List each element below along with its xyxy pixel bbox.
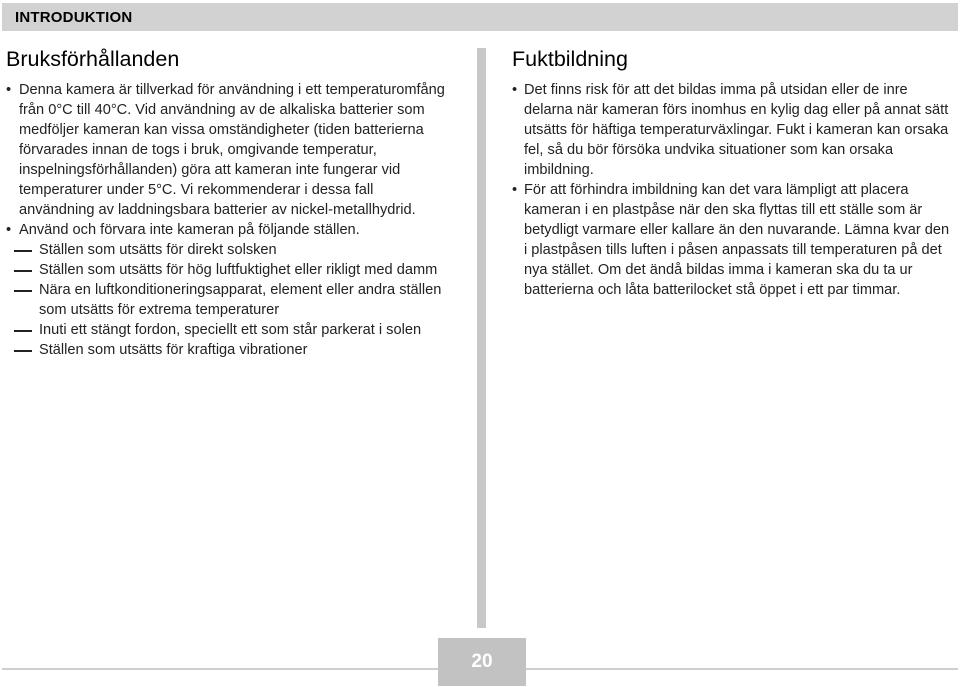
section-header-label: INTRODUKTION	[15, 9, 133, 26]
page-number-box	[438, 638, 526, 686]
left-column	[4, 46, 446, 360]
dash-item: Ställen som utsätts för hög luftfuktighet eller rikligt med damm	[4, 260, 446, 280]
bullet-item: • Denna kamera är tillverkad för användning i ett temperaturomfång från 0°C till 40°C. Vid användning av de alkaliska batterier som medföljer kameran kan vissa omständigheter (tiden batterierna förvarades innan de togs i bruk, omgivande temperatur, inspelningsförhållanden) göra att kameran inte fungerar vid temperaturer under 5°C. Vi rekommenderar i dessa fall användning av laddningsbara batterier av nickel-metallhydrid.	[4, 80, 446, 220]
dash-item: Inuti ett stängt fordon, speciellt ett som står parkerat i solen	[4, 320, 446, 340]
dash-icon	[14, 270, 32, 272]
section-title-usage-conditions: Bruksförhållanden	[6, 47, 180, 71]
page-number: 20	[471, 651, 493, 672]
usage-bullet-list	[4, 80, 446, 240]
condensation-bullet-list	[512, 80, 952, 300]
bullet-item: • Det finns risk för att det bildas imma på utsidan eller de inre delarna när kameran förs inomhus en kylig dag eller på annat sätt utsätts för häftiga temperaturväxlingar. Fukt i kameran kan orsaka fel, så du bör försöka undvika situationer som kan orsaka imbildning.	[512, 80, 952, 180]
column-divider	[477, 48, 486, 628]
dash-icon	[14, 290, 32, 292]
right-column	[512, 46, 952, 300]
dash-icon	[14, 350, 32, 352]
section-header-bar	[2, 3, 958, 31]
location-dash-list	[4, 240, 446, 360]
section-title-condensation: Fuktbildning	[512, 47, 628, 71]
dash-icon	[14, 330, 32, 332]
bullet-item: • Använd och förvara inte kameran på följande ställen.	[4, 220, 446, 240]
dash-item: Nära en luftkonditioneringsapparat, element eller andra ställen som utsätts för extrema temperaturer	[4, 280, 446, 320]
dash-item: Ställen som utsätts för direkt solsken	[4, 240, 446, 260]
bullet-item: • För att förhindra imbildning kan det vara lämpligt att placera kameran i en plastpåse när den ska flyttas till ett ställe som är betydligt varmare eller kallare än den nuvarande. Lämna kvar den i plastpåsen tills luften i påsen anpassats till temperaturen på det nya stället. Om det ändå bildas imma i kameran ska du ta ur batterierna och låta batterilocket stå öppet i ett par timmar.	[512, 180, 952, 300]
dash-item: Ställen som utsätts för kraftiga vibrationer	[4, 340, 446, 360]
dash-icon	[14, 250, 32, 252]
